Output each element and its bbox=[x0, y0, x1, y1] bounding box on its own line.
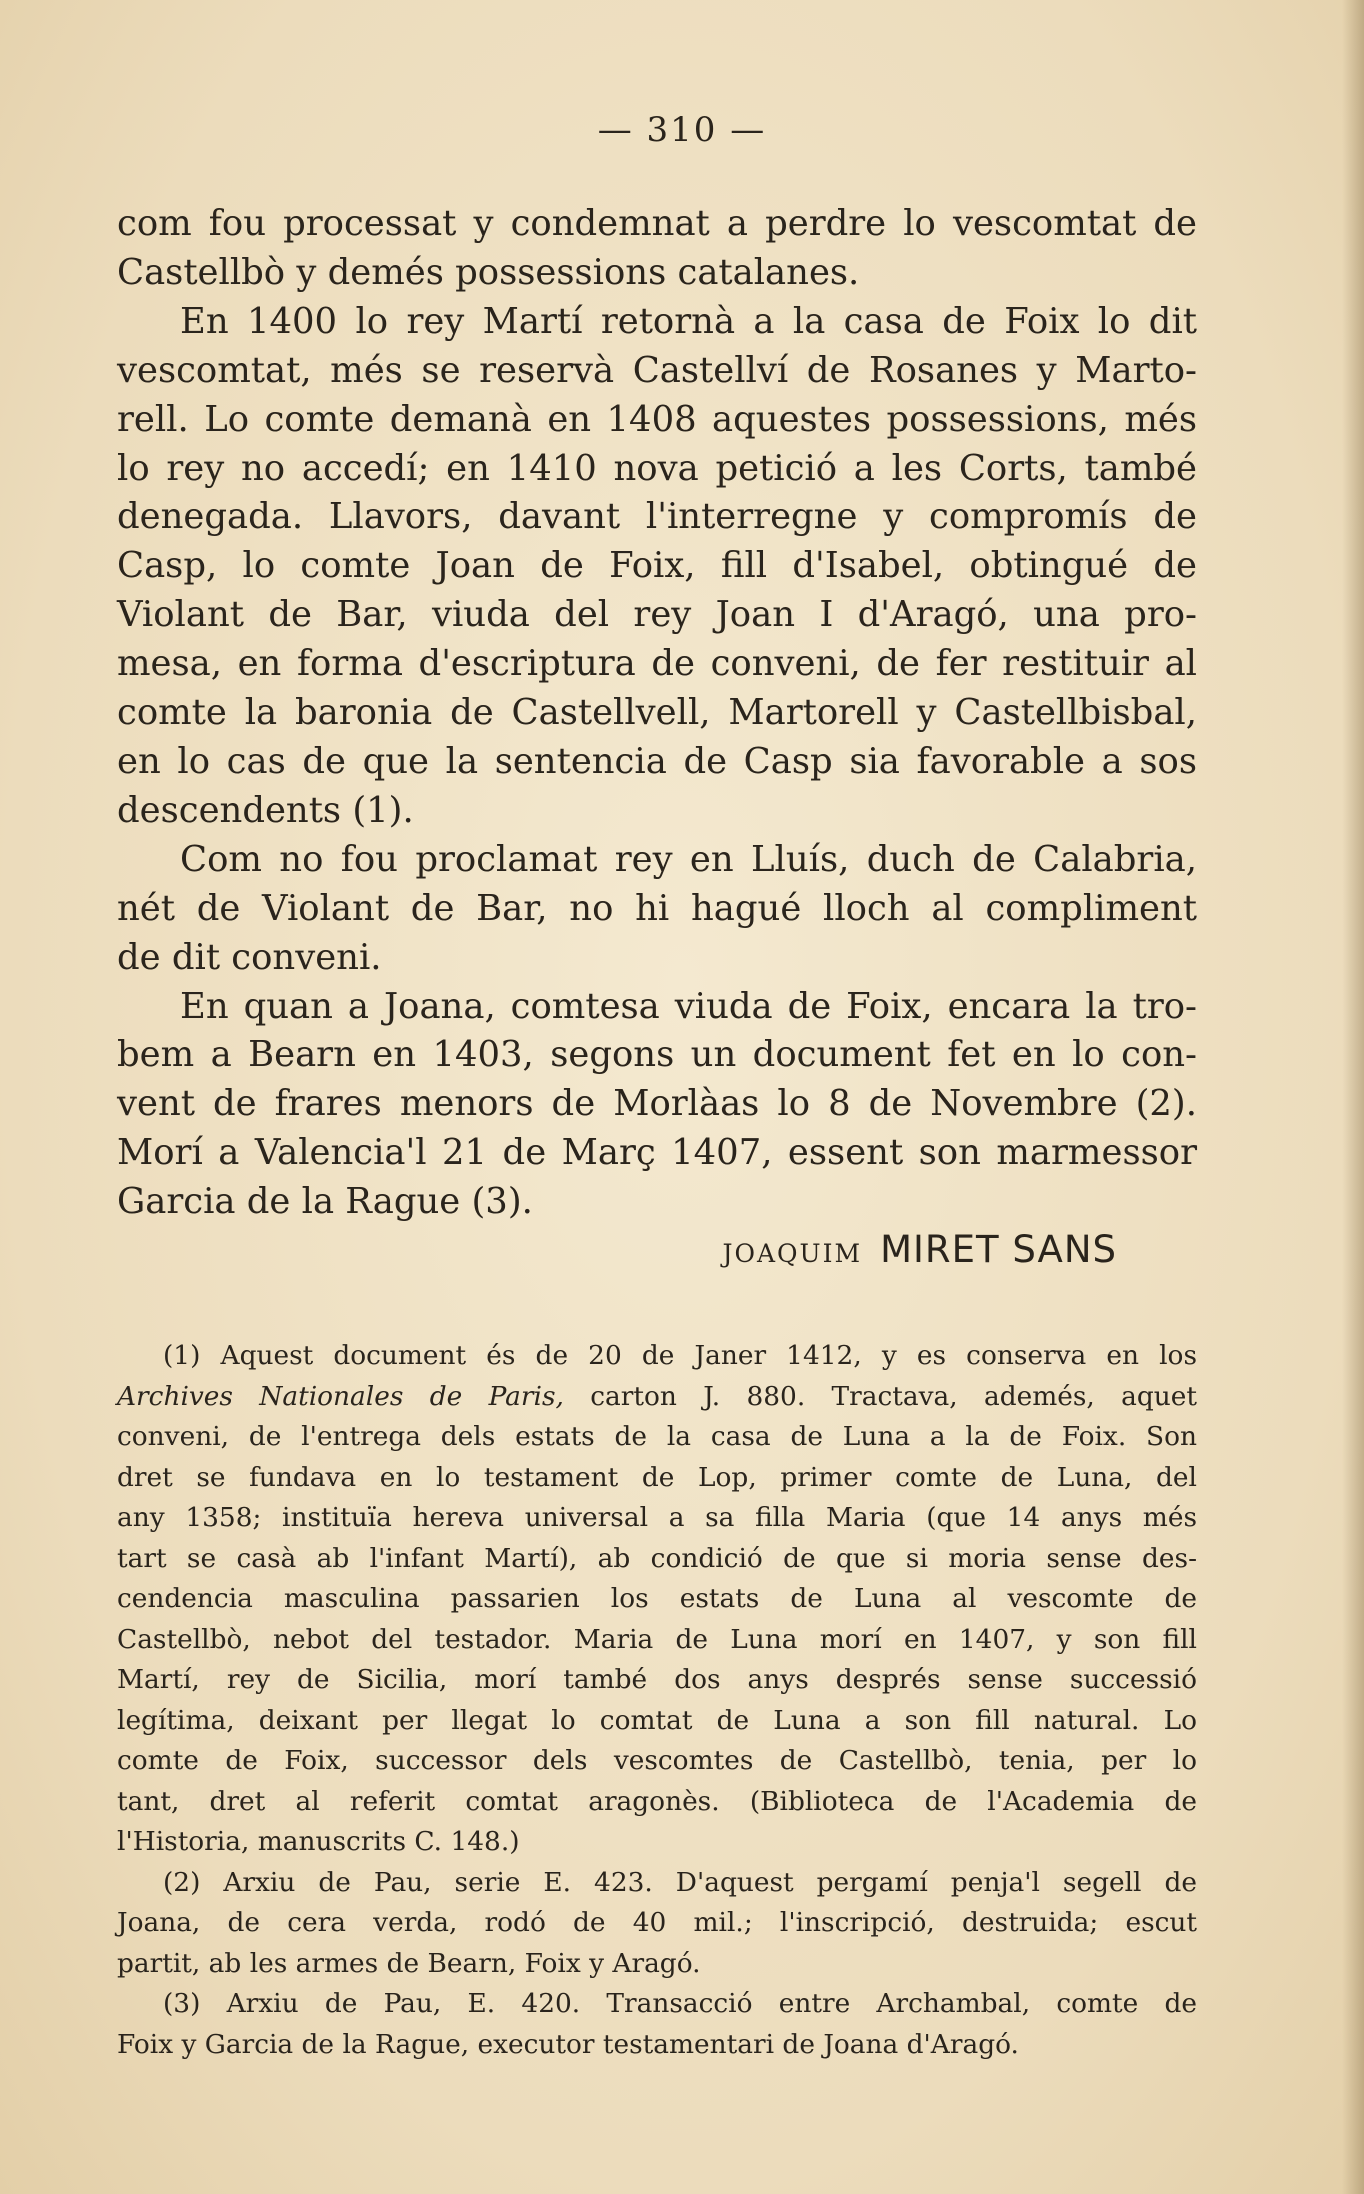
footnote-line: tart se casà ab l'infant Martí), ab condició de que si moria sense des- bbox=[117, 1542, 1197, 1574]
text-line: de dit conveni. bbox=[117, 936, 382, 978]
text-line: descendents (1). bbox=[117, 789, 414, 831]
text-line: vescomtat, més se reservà Castellví de Rosanes y Marto- bbox=[117, 349, 1197, 391]
footnote-line: comte de Foix, successor dels vescomtes de Castellbò, tenia, per lo bbox=[117, 1745, 1197, 1776]
text-line: En quan a Joana, comtesa viuda de Foix, encara la tro- bbox=[180, 985, 1197, 1027]
text-line: Com no fou proclamat rey en Lluís, duch de Calabria, bbox=[180, 838, 1197, 880]
text-line: Garcia de la Rague (3). bbox=[117, 1181, 533, 1223]
main-text bbox=[117, 200, 1197, 1227]
text-line: nét de Violant de Bar, no hi hagué lloch al compliment bbox=[117, 887, 1197, 929]
text-line: Castellbò y demés possessions catalanes. bbox=[117, 251, 860, 293]
footnote-line: (3) Arxiu de Pau, E. 420. Transacció entre Archambal, comte de bbox=[163, 1988, 1197, 2019]
text-line: mesa, en forma d'escriptura de conveni, de fer restituir al bbox=[117, 643, 1197, 685]
footnote-line: Joana, de cera verda, rodó de 40 mil.; l'inscripció, destruida; escut bbox=[117, 1907, 1197, 1938]
footnote-line: Castellbò, nebot del testador. Maria de Luna morí en 1407, y son fill bbox=[117, 1623, 1197, 1655]
footnote-line: Martí, rey de Sicilia, morí també dos anys després sense successió bbox=[117, 1664, 1197, 1695]
text-line: bem a Bearn en 1403, segons un document fet en lo con- bbox=[117, 1034, 1197, 1076]
footnote-line: (1) Aquest document és de 20 de Janer 1412, y es conserva en los bbox=[163, 1340, 1197, 1371]
footnote-line: Foix y Garcia de la Rague, executor testamentari de Joana d'Aragó. bbox=[117, 2028, 1019, 2060]
text-line: lo rey no accedí; en 1410 nova petició a les Corts, també bbox=[117, 447, 1197, 489]
footnote-line: tant, dret al referit comtat aragonès. (Biblioteca de l'Academia de bbox=[117, 1785, 1197, 1817]
footnote-line: legítima, deixant per llegat lo comtat de Luna a son fill natural. Lo bbox=[117, 1704, 1197, 1736]
text-line: denegada. Llavors, davant l'interregne y compromís de bbox=[117, 496, 1197, 538]
footnote-line: (2) Arxiu de Pau, serie E. 423. D'aquest pergamí penja'l segell de bbox=[163, 1866, 1197, 1898]
text-line: com fou processat y condemnat a perdre lo vescomtat de bbox=[117, 203, 1197, 244]
text-line: Violant de Bar, viuda del rey Joan I d'Aragó, una pro- bbox=[117, 594, 1197, 636]
page-edge-shadow bbox=[1342, 0, 1364, 2194]
footnote-line: partit, ab les armes de Bearn, Foix y Aragó. bbox=[117, 1947, 701, 1979]
author-first-name: JOAQUIM bbox=[722, 1239, 863, 1268]
text-line: En 1400 lo rey Martí retornà a la casa de Foix lo dit bbox=[180, 300, 1197, 342]
text-line: comte la baronia de Castellvell, Martorell y Castellbisbal, bbox=[117, 692, 1197, 734]
text-line: Morí a Valencia'l 21 de Març 1407, essent son marmessor bbox=[117, 1132, 1197, 1174]
footnote-line: l'Historia, manuscrits C. 148.) bbox=[117, 1826, 520, 1857]
author-last-name: MIRET SANS bbox=[880, 1228, 1117, 1271]
footnote-line: conveni, de l'entrega dels estats de la casa de Luna a la de Foix. Son bbox=[117, 1421, 1197, 1452]
footnote-line: dret se fundava en lo testament de Lop, primer comte de Luna, del bbox=[117, 1461, 1197, 1493]
footnote-text: carton J. 880. Tractava, ademés, aquet bbox=[563, 1380, 1198, 1412]
footnote-line bbox=[117, 1377, 1197, 1418]
text-line: vent de frares menors de Morlàas lo 8 de Novembre (2). bbox=[117, 1083, 1197, 1125]
author-signature bbox=[117, 1226, 1117, 1278]
footnote-line: any 1358; instituïa hereva universal a sa filla Maria (que 14 anys més bbox=[117, 1502, 1197, 1533]
text-line: en lo cas de que la sentencia de Casp sia favorable a sos bbox=[117, 740, 1197, 782]
footnote-italic-title: Archives Nationales de Paris, bbox=[117, 1380, 564, 1412]
page-number: — 310 — bbox=[597, 110, 767, 150]
footnote-line: cendencia masculina passarien los estats de Luna al vescomte de bbox=[117, 1583, 1197, 1614]
text-line: rell. Lo comte demanà en 1408 aquestes possessions, més bbox=[117, 398, 1197, 440]
footnotes bbox=[117, 1336, 1197, 2065]
text-line: Casp, lo comte Joan de Foix, fill d'Isabel, obtingué de bbox=[117, 545, 1197, 587]
